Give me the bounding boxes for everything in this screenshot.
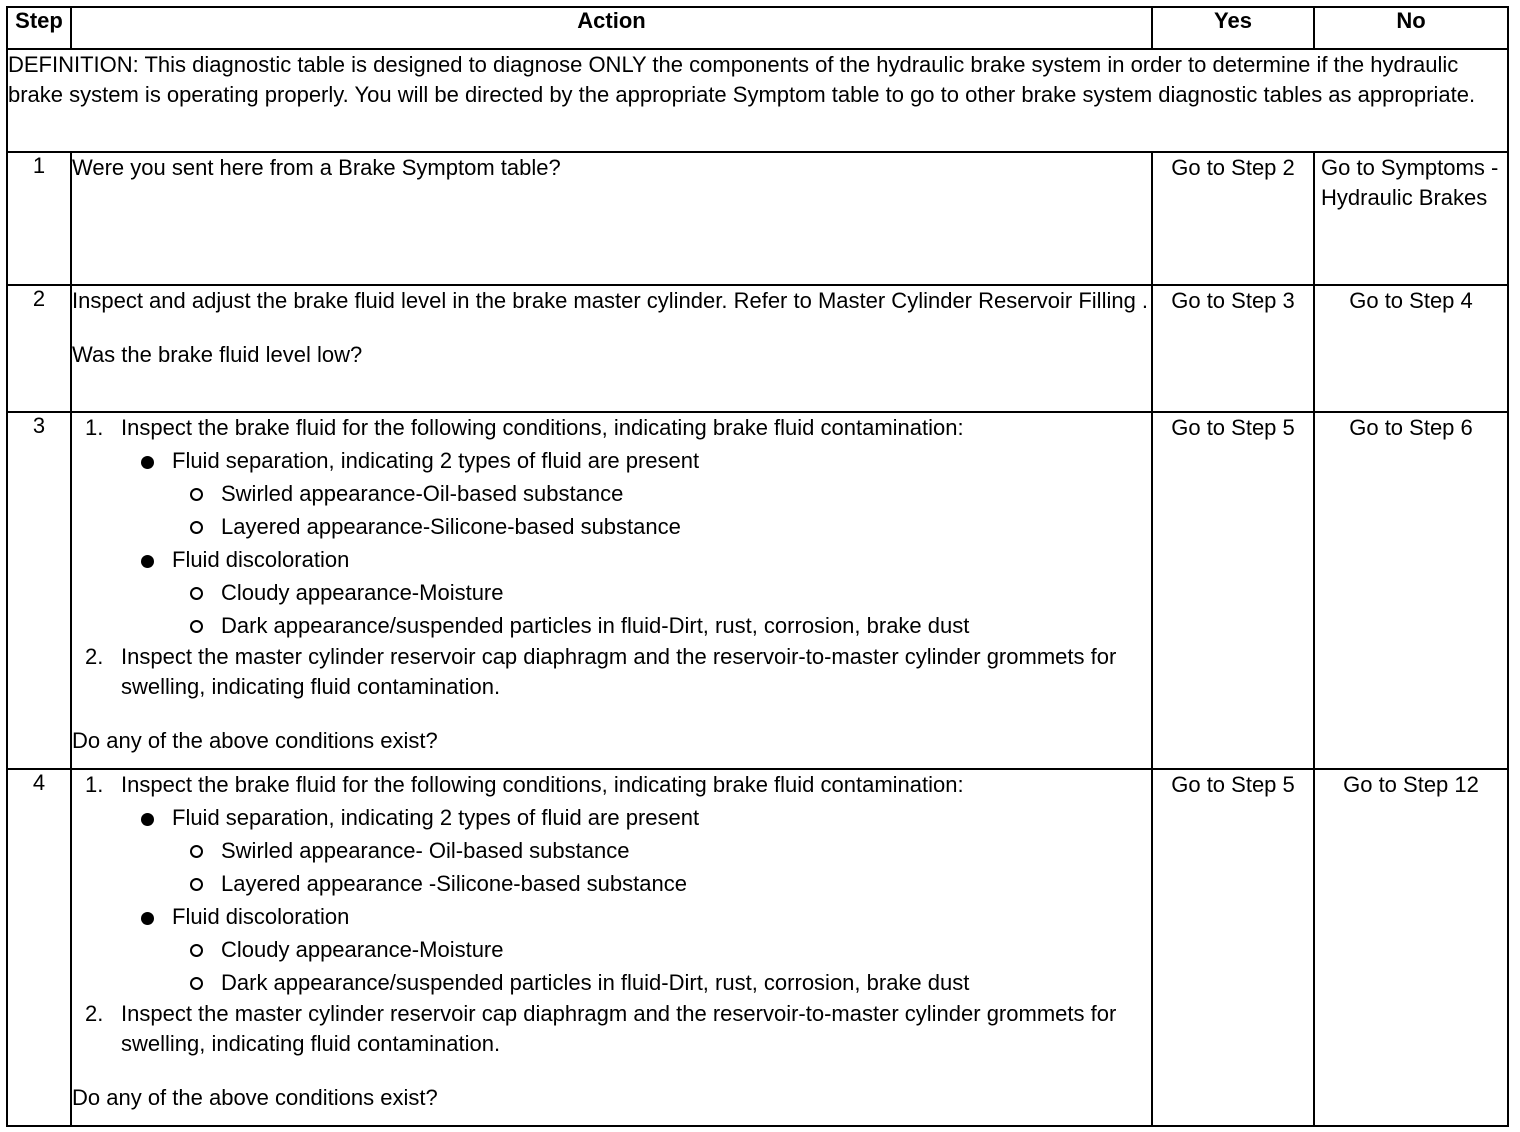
table-row: [7, 769, 1508, 1126]
header-step: Step: [7, 7, 71, 49]
sub-bullet-list: [172, 834, 1151, 900]
header-yes: Yes: [1152, 7, 1314, 49]
list-item-text: Inspect the brake fluid for the following conditions, indicating brake fluid contamination:: [121, 772, 964, 797]
action-question: Do any of the above conditions exist?: [72, 728, 438, 753]
no-result: Go to Step 6: [1314, 412, 1508, 769]
action-question: Was the brake fluid level low?: [72, 342, 363, 367]
definition-text: DEFINITION: This diagnostic table is designed to diagnose ONLY the components of the hydraulic brake system in order to determine if the hydraulic brake system is operating properly. You will be directed by the appropriate Symptom table to go to other brake system diagnostic tables as appropriate.: [7, 49, 1508, 152]
action-cell: [71, 152, 1152, 285]
list-number: 1.: [85, 415, 104, 440]
sub-bullet-item: Layered appearance -Silicone-based substance: [172, 867, 1151, 900]
yes-result: Go to Step 3: [1152, 285, 1314, 412]
yes-result: Go to Step 5: [1152, 412, 1314, 769]
bullet-text: Fluid discoloration: [172, 547, 350, 572]
action-cell: [71, 285, 1152, 412]
yes-result: Go to Step 2: [1152, 152, 1314, 285]
action-text: Were you sent here from a Brake Symptom table?: [72, 155, 561, 180]
sub-bullet-item: Cloudy appearance-Moisture: [172, 933, 1151, 966]
list-number: 1.: [85, 772, 104, 797]
list-item: [72, 642, 1151, 702]
step-number: 2: [7, 285, 71, 412]
sub-bullet-item: Layered appearance-Silicone-based substance: [172, 510, 1151, 543]
table-row: [7, 412, 1508, 769]
bullet-item: [121, 900, 1151, 999]
list-item-text: Inspect the master cylinder reservoir cap diaphragm and the reservoir-to-master cylinder grommets for swelling, indicating fluid contamination.: [121, 1001, 1117, 1056]
bullet-item: [121, 801, 1151, 900]
action-cell: [71, 412, 1152, 769]
bullet-text: Fluid discoloration: [172, 904, 350, 929]
table-row: [7, 152, 1508, 285]
list-item: [72, 999, 1151, 1059]
sub-bullet-item: Dark appearance/suspended particles in fluid-Dirt, rust, corrosion, brake dust: [172, 609, 1151, 642]
action-text: Inspect and adjust the brake fluid level in the brake master cylinder. Refer to Master Cylinder Reservoir Filling .: [72, 288, 1149, 313]
numbered-list: [72, 413, 1151, 702]
header-row: [7, 7, 1508, 49]
no-result: Go to Step 12: [1314, 769, 1508, 1126]
header-no: No: [1314, 7, 1508, 49]
sub-bullet-item: Swirled appearance- Oil-based substance: [172, 834, 1151, 867]
yes-result: Go to Step 5: [1152, 769, 1314, 1126]
numbered-list: [72, 770, 1151, 1059]
no-result: Go to Step 4: [1314, 285, 1508, 412]
bullet-text: Fluid separation, indicating 2 types of fluid are present: [172, 448, 700, 473]
sub-bullet-item: Swirled appearance-Oil-based substance: [172, 477, 1151, 510]
bullet-item: [121, 543, 1151, 642]
action-question: Do any of the above conditions exist?: [72, 1085, 438, 1110]
sub-bullet-item: Dark appearance/suspended particles in fluid-Dirt, rust, corrosion, brake dust: [172, 966, 1151, 999]
list-item: [72, 770, 1151, 999]
bullet-list: [121, 444, 1151, 642]
sub-bullet-list: [172, 576, 1151, 642]
list-item: [72, 413, 1151, 642]
bullet-item: [121, 444, 1151, 543]
list-number: 2.: [85, 644, 104, 669]
bullet-text: Fluid separation, indicating 2 types of fluid are present: [172, 805, 700, 830]
list-item-text: Inspect the brake fluid for the following conditions, indicating brake fluid contamination:: [121, 415, 964, 440]
diagnostic-table: [6, 6, 1509, 1127]
header-action: Action: [71, 7, 1152, 49]
definition-row: [7, 49, 1508, 152]
action-cell: [71, 769, 1152, 1126]
no-result: Go to Symptoms - Hydraulic Brakes: [1314, 152, 1508, 285]
list-item-text: Inspect the master cylinder reservoir cap diaphragm and the reservoir-to-master cylinder grommets for swelling, indicating fluid contamination.: [121, 644, 1117, 699]
table-row: [7, 285, 1508, 412]
step-number: 1: [7, 152, 71, 285]
sub-bullet-item: Cloudy appearance-Moisture: [172, 576, 1151, 609]
sub-bullet-list: [172, 933, 1151, 999]
step-number: 4: [7, 769, 71, 1126]
bullet-list: [121, 801, 1151, 999]
list-number: 2.: [85, 1001, 104, 1026]
sub-bullet-list: [172, 477, 1151, 543]
step-number: 3: [7, 412, 71, 769]
